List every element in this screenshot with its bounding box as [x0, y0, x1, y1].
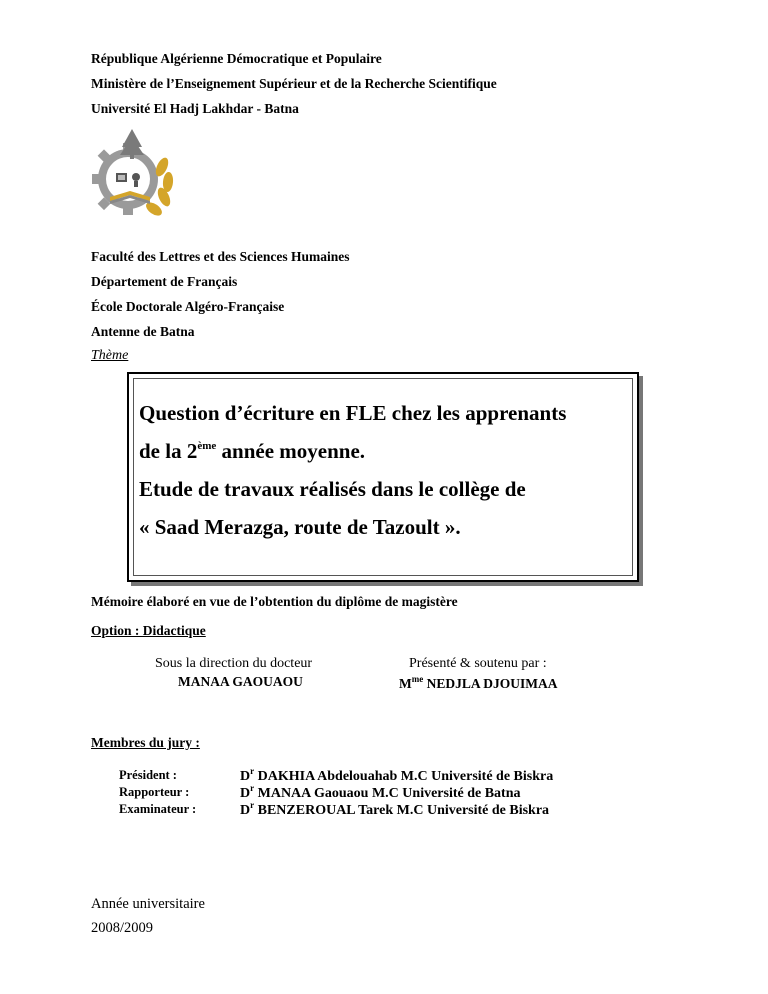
presenter-name-text: NEDJLA DJOUIMAA	[423, 676, 558, 691]
title-line-3: Etude de travaux réalisés dans le collège de	[139, 477, 526, 501]
jury-title: D	[240, 803, 251, 818]
department-name: Département de Français	[91, 274, 238, 289]
header-university: Université El Hadj Lakhdar - Batna	[91, 101, 299, 116]
title-line-4: « Saad Merazga, route de Tazoult ».	[139, 515, 461, 539]
jury-member-name: DAKHIA Abdelouahab M.C Université de Biskra	[254, 769, 554, 784]
presenter-prefix-sup: me	[411, 674, 424, 684]
header-ministry: Ministère de l’Enseignement Supérieur et de la Recherche Scientifique	[91, 76, 497, 91]
jury-role: Président :	[119, 768, 177, 782]
jury-heading: Membres du jury :	[91, 735, 200, 750]
jury-member-name: BENZEROUAL Tarek M.C Université de Biskra	[254, 803, 550, 818]
memoire-text: Mémoire élaboré en vue de l’obtention du diplôme de magistère	[91, 594, 458, 609]
title-line-2-post: année moyenne.	[216, 439, 366, 463]
jury-title-sup: r	[250, 783, 255, 793]
header-republic: République Algérienne Démocratique et Populaire	[91, 51, 382, 66]
title-line-1: Question d’écriture en FLE chez les apprenants	[139, 401, 567, 425]
direction-label: Sous la direction du docteur	[155, 656, 313, 671]
university-logo	[90, 127, 190, 227]
jury-title-sup: r	[250, 766, 255, 776]
title-line-2-sup: ème	[197, 440, 217, 452]
doctoral-school: École Doctorale Algéro-Française	[91, 299, 285, 314]
jury-title-sup: r	[250, 800, 255, 810]
director-name: MANAA GAOUAOU	[178, 674, 303, 689]
annee-value: 2008/2009	[91, 920, 154, 936]
presenter-prefix: M	[399, 676, 412, 691]
jury-title: D	[240, 786, 251, 801]
presenter-name	[399, 674, 558, 692]
option-text: Option : Didactique	[91, 623, 206, 638]
jury-role: Examinateur :	[119, 802, 197, 816]
faculty-name: Faculté des Lettres et des Sciences Humaines	[91, 249, 350, 264]
annee-label: Année universitaire	[91, 896, 205, 912]
jury-title: D	[240, 769, 251, 784]
presente-label: Présenté & soutenu par :	[409, 656, 547, 671]
antenna-name: Antenne de Batna	[91, 324, 195, 339]
jury-member-name: MANAA Gaouaou M.C Université de Batna	[254, 786, 521, 801]
title-line-2-pre: de la 2	[139, 439, 198, 463]
theme-label: Thème	[91, 348, 129, 363]
jury-role: Rapporteur :	[119, 785, 190, 799]
title-line-2	[139, 439, 365, 464]
jury-member	[240, 800, 549, 819]
